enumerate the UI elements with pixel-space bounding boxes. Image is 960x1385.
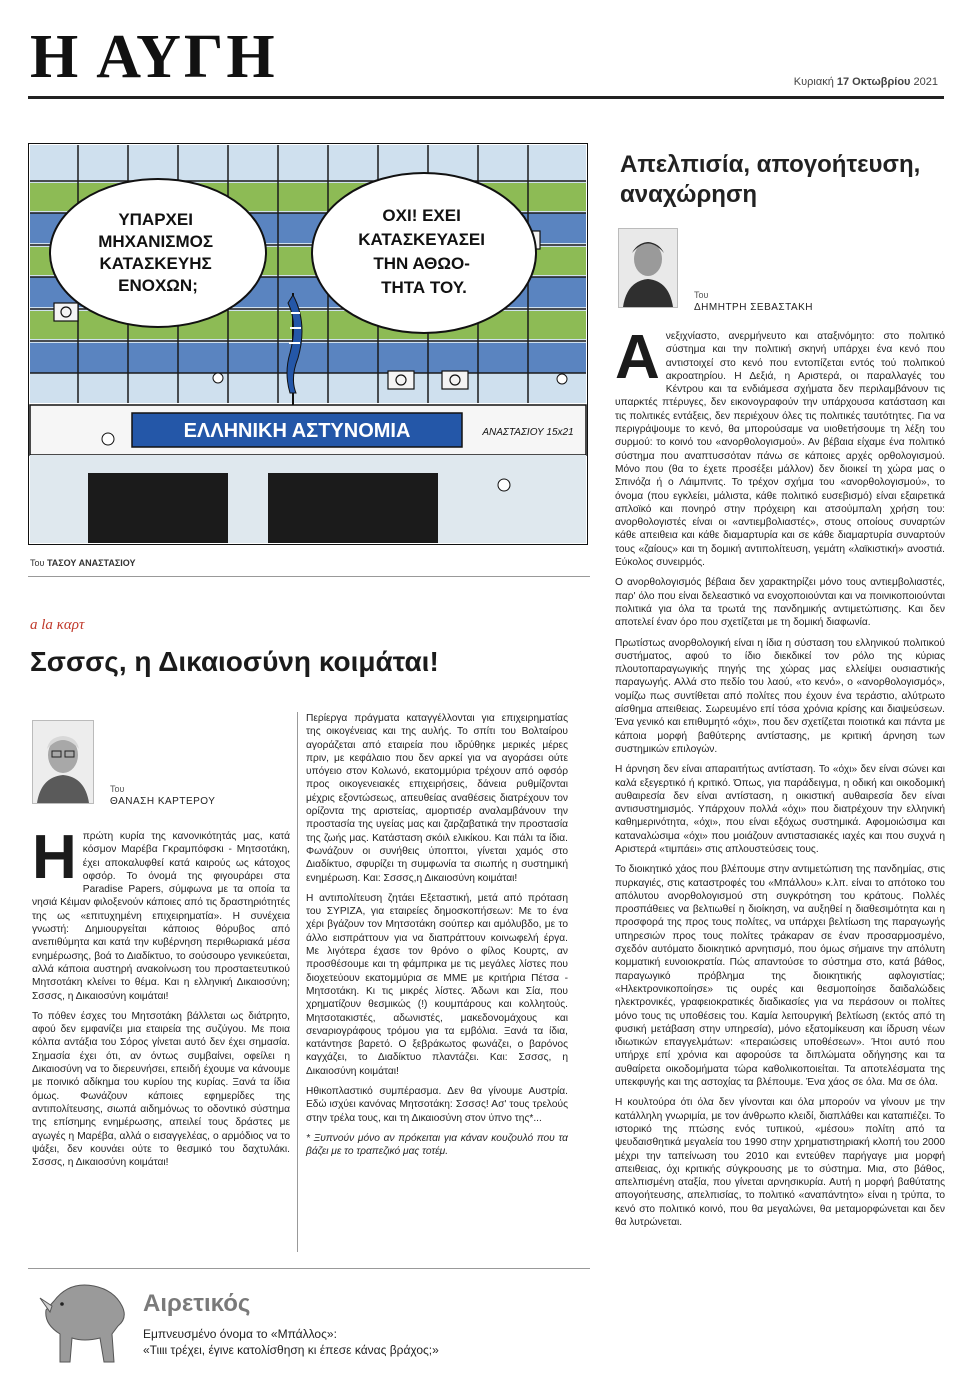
paragraph: Το διοικητικό χάος που βλέπουμε στην αντιμετώπιση της πανδημίας, στις πυρκαγιές, στις καταστροφές του «Μπάλλου» κ.λπ. είναι το απότοκο του απόλυτου ανορθολογισμού στη συγκρότηση του κράτους. Πολλές προσπάθειες να βελτιωθεί η διοίκηση, να αυξηθεί η διαθεσιμότητα και η προσφορά της προς τους πολίτες, να υπάρχει βελτίωση της παραγωγής υπηρεσιών προς τους πολίτες τράκαραν σε έναν προσαρμοσμένο, σχεδόν αυτόματο διοικητικό αρνητισμό, που όμως σήμαινε την απόλυτη κομματική ευνοιοκρατία. Πώς απαντούσε το σύστημα στο, κατά βάθος, παραγωγικό πρόβλημα της διοικητικής αφλογιστίας; «Ηλεκτρονικοποίησε» τις ουρές και θεσμοποίησε δαιδαλώδεις ηλεκτρονικές, γραφειοκρατικές διαδικασίες για να περάσουν οι πολίτες μόνο τους τις υποθέσεις του. Καμία λειτουργική βελτίωση (εκτός από τη φυσική μετάβαση στην υπηρεσία), μόνο εξατομίκευση και ίδρυση νέων ιδιωτικών επαγγελμάτων: «περαιώσεις υποθέσεων». Ήτοι αυτό που υπήρχε επί χρόνια και αφορούσε τα διπλώματα οδήγησης και τα αυθαίρετα οικοδομήματα τώρα καθολικοποιείται. Τα αποτελέσματα της υπεκφυγής και της αστοχίας τα βλέπουμε. Ένα χάος σε όλα. Μα σε όλα.: [615, 864, 945, 1089]
bubble-left-line: ΕΝΟΧΩΝ;: [118, 276, 198, 295]
credit-prefix: Του: [30, 558, 45, 568]
paragraph: νεξιχνίαστο, ανερμήνευτο και αταξινόμητο: στο πολιτικό σύστημα και την πολιτική σκηνή υπάρχει ένα κενό που αντιστοιχεί στο κενό που εντοπίζεται εντός τού πολιτικού ακροατηρίου. Η Δεξιά, η Αριστερά, οι παραλλαγές του Κέντρου και τα ενδιάμεσα σχήματα δεν περιλαμβάνουν τις υπαρκτές πτέρυγες, δεν εικονογραφούν την υπάρχουσα κατάσταση και τις πολιτικές εντάξεις, δεν περιέχουν όλες τις πολιτικές ταυτότητες. Για να περιγράψουμε το κενό, θα μπορούσαμε να υιοθετήσουμε τη λέξη του συρμού: το κοινό του «ανορθολογισμού». Αν βέβαια είχαμε ένα πολιτικό σύστημα που αναπτυσσόταν πάνω σε κάποιες αρχές ορθολογισμού. Μόνο που (θα το έχετε προσέξει μάλλον) δεν διοικεί τη χώρα μας ο Σπινόζα ή ο Λάιμπνιτς. Το τρέχον σχήμα του «ανορθολογισμού», το όνομα (που εγκλείει, μάλιστα, κάθε πολιτικό ευσεβισμό) είναι εξαιρετικά απλοϊκό και πονηρό στην πρόχειρη και ατσούμπαλη χρήση του: ανορθολογιστές είναι οι «αντιεμβολιαστές», στους οποίους συναρτών κάθε απειθεια και κάθε διαμαρτυρία και σε κάθε διαμαρτυρία συναρτούν τους «ζαίους» και τη δομική αντιπολίτευση, γεμάτη «λαϊκιστική» ανοστιά. Εύκολος συνειρμός.: [615, 331, 945, 569]
editorial-cartoon: [28, 143, 588, 545]
aireticos-text: [143, 1326, 603, 1358]
author-photo-sevastakis: [618, 228, 678, 308]
masthead-title: Η ΑΥΓΗ: [30, 23, 278, 91]
bubble-right-line: ΚΑΤΑΣΚΕΥΑΣΕΙ: [358, 230, 485, 249]
police-sign: ΕΛΛΗΝΙΚΗ ΑΣΤΥΝΟΜΙΑ: [183, 420, 411, 442]
paragraph: Πρωτίστως ανορθολογική είναι η ίδια η σύσταση του ελληνικού πολιτικού συστήματος, αφού το ίδιο διεκδικεί τον ρόλο της κύριας πλουτοπαραγωγικής πηγής της χώρας μας ελλείψει ουσιαστικής παραγωγής. Αλλά στο πεδίο του λαού, «το κενό», ο «ανορθολογισμός», νομίζω πως συντίθεται από πολίτες που έχουν ένα τεράστιο, αλύτρωτο αίσθημα απειθειας. Σωρευμένο επί τόσα χρόνια κρίσης και διαψεύσεων. Ένα γενικό και επιθυμητό «όχι», που δεν σχετίζεται ποιοτικά και πάντα με κάποια μορφή βαθύτερης αντίστασης, με κριτική άρνηση των συστημικών επιλογών.: [615, 637, 945, 755]
right-article-body: [615, 323, 945, 1236]
column-divider: [297, 712, 298, 1252]
bubble-right-line: ΤΗΝ ΑΘΩΟ-: [373, 254, 470, 273]
author-photo-karterou: [32, 720, 94, 804]
divider: [28, 1268, 590, 1269]
byline-prefix: Του: [110, 784, 125, 794]
cartoon-credit: [30, 558, 136, 568]
date-weekday: Κυριακή: [793, 76, 834, 88]
left-article-author: ΘΑΝΑΣΗ ΚΑΡΤΕΡΟΥ: [110, 796, 216, 807]
bubble-right-line: ΤΗΤΑ ΤΟΥ.: [381, 278, 467, 297]
paragraph: Περίεργα πράγματα καταγγέλλονται για επιχειρηματίας της οικογένειας και της αυλής. Το σπίτι του Βολταίρου αγοράζεται από εταιρεία που ιδρύθηκε μερικές μέρες πριν, με κεφάλαιο που δεν αρκεί για να αγοράσει ούτε υπόγειο στον Κολωνό, εκατομμύρια τρέχουν από οφσόρ προς οικογενειακές επιχειρήσεις, δάνεια ρυθμίζονται μέχρις εξοντώσεως, απευθείας αναθέσεις διατρέχουν τον ορίζοντα της αριστείας, αμορτισέρ αναλαμβάνουν την προστασία της υγείας μας και ζαρζαβατικά την προστασία της ζωής μας. Κατάσταση σκόιλ ελικίκου. Και πάλι τα ίδια. Φωνάζουν οι συνήθεις ύποπτοι, γίνεται χαμός στο Διαδίκτυο, σφυρίζει τη συμφωνία τα σιωπής η συστημική ενημέρωση. Και: Σσσσς,η Δικαιοσύνη κοιμάται!: [306, 713, 568, 884]
paragraph: Το πόθεν έσχες του Μητσοτάκη βάλλεται ως διάτρητο, αφού δεν εμφανίζει μια εταιρεία της συζύγου. Με ποια κόλπα αντάξια του Σόρος γίνεται αυτό δεν έχει σημασία. Σημασία έχει ότι, αν όντως συμβαίνει, οφείλει η Δικαιοσύνη να το διερευνήσει, επειδή έχουμε να κάνουμε με ποινικό αδίκημα του κυρίου της κυρίας. Ξανά τα ίδια όμως. Φωνάζουν κάποιες εφημερίδες της αντιπολίτευσης, σιωπά αιδημόνως το οδοντικό σύστημα της επίσημης ενημέρωσης, απειλεί τους δράστες με αγωγές η Μαρέβα, αλλά ο εισαγγελέας, ο αρμόδιος να το ψάξει, δεν κουνάει ούτε το θεσμικό του δαχτυλάκι. Σσσσς, η Δικαιοσύνη κοιμάται!: [32, 1010, 290, 1169]
left-article-col1: [32, 823, 290, 1176]
paragraph: Η αντιπολίτευση ζητάει Εξεταστική, μετά από πρόταση του ΣΥΡΙΖΑ, για εταιρείες δημοσκοπήσεων: Με το ένα χέρι βγάζουν τον Μητσοτάκη σούπερ και αμόλυβδο, με το άλλο εισπράττουν για να διαπράττουν κοινωφελή έργα. Με λιγότερα έχασε τον θρόνο ο φίλος Κουρτς, αν προσθέσουμε και τη φάμπρικα με τις μεγάλες λίστες που διοχετεύουν εκατομμύρια σε ΜΜΕ με κριτήρια Πέτσα - Μητσοτάκη. Κι τις μικρές λίστες. Άδωνι και Σία, που χρηματίζουν θεσμικώς (!) κουμπάρους και κολλητούς. Μητσοτακιστές, αδωνιστές, μακεδονομάχους και σεναριογράφους τρόμου για τα εμβόλια. Ξανά τα ίδια, κατάντησε βαρετό. Ο ξεβράκωτος φωνάζει, ο βαρόνος καγχάζει, το Διαδίκτυο πλαντάζει. Και: Σσσσς, η Δικαιοσύνη κοιμάται!: [306, 892, 568, 1077]
column-kicker: a la καρτ: [30, 617, 85, 633]
issue-date: [794, 76, 938, 88]
avatar: [33, 721, 93, 803]
bubble-right-line: ΟΧΙ! ΕΧΕΙ: [382, 206, 461, 225]
speech-bubble-right: [312, 173, 536, 333]
divider: [28, 576, 590, 577]
byline-prefix: Του: [694, 290, 709, 300]
paragraph: Ηθικοπλαστικό συμπέρασμα. Δεν θα γίνουμε Αυστρία. Εδώ ισχύει κανόνας Μητσοτάκη: Σσσσς! Ασ' τους τρελούς στην τρέλα τους, και τη Δικαιοσύνη στον ύπνο της*...: [306, 1086, 568, 1124]
bubble-left-line: ΚΑΤΑΣΚΕΥΗΣ: [99, 254, 212, 273]
paragraph: Ο ανορθολογισμός βέβαια δεν χαρακτηρίζει μόνο τους αντιεμβολιαστές, παρ' όλο που είναι δελεαστικό να ενοχοποιούνται και να ποινικοποιούνται πολιτικά για όλα τα τρωτά της πανδημικής αντιμετώπισης. Και δεν αποτελεί έναν όρο που σχετίζεται με τη δομική διαφωνία.: [615, 577, 945, 629]
cartoon-signature: ΑΝΑΣΤΑΣΙΟΥ 15x21: [482, 427, 574, 438]
dropcap: Η: [32, 823, 77, 892]
aireticos-line: Εμπνευσμένο όνομα το «Μπάλλος»:: [143, 1327, 337, 1341]
date-day-month: 17 Οκτωβρίου: [836, 76, 911, 88]
dropcap: Α: [615, 323, 660, 392]
right-article-author: ΔΗΜΗΤΡΗ ΣΕΒΑΣΤΑΚΗ: [694, 302, 814, 313]
masthead-rule: [28, 96, 944, 99]
aireticos-line: «Τιιιι τρέχει, έγινε κατολίσθηση κι έπεσε κάνας βράχος;»: [143, 1343, 439, 1357]
speech-bubble-left: [50, 179, 266, 327]
paragraph: Η κουλτούρα ότι όλα δεν γίνονται και όλα μπορούν να γίνουν με την κατάλληλη γνωριμία, με τον άνθρωπο κλειδί, διαπλάθει και καταπιέζει. Το ιστορικό της πτώσης ενός τυπικού, «μέσου» πολίτη από τα ψευδαισθητικά μεγαλεία του 1990 στην χρηματιστηριακή κλοπή του 2000 μέχρι την ταπείνωση του 2010 και εντεύθεν παρήγαγε μια μορφή απειθειας, όχι κριτικής σύγκρουσης με το σύστημα. Μια, στο βάθος, απελπισμένη αταξία, που γίνεται αρνησικυρία. Αυτή η μορφή βαθύτατης απογοήτευσης, απελπισίας, το πολιτικό «αναπάντητο» είναι η τρύπα, το κενό στο πολιτικό κοινό, που θα μεγαλώνει, θα μεταμορφώνεται και δεν θα λυτρώνεται.: [615, 1097, 945, 1228]
right-article-title: [620, 150, 940, 210]
title-line: αναχώρηση: [620, 181, 758, 208]
bubble-left-line: ΥΠΑΡΧΕΙ: [118, 210, 193, 229]
credit-name: ΤΑΣΟΥ ΑΝΑΣΤΑΣΙΟΥ: [46, 558, 136, 568]
date-year: 2021: [913, 76, 938, 88]
footnote: * Ξυπνούν μόνο αν πρόκειται για κάναν κουζουλό που τα βάζει με το τραπεζικό μας τοτέμ.: [306, 1132, 568, 1158]
left-article-col2: [306, 712, 568, 1166]
paragraph: Η άρνηση δεν είναι απαραιτήτως αντίσταση. Το «όχι» δεν είναι σώνει και καλά εξεγερτικό ή κριτικό. Όπως, για παράδειγμα, η οδική και οικοδομική αυθαιρεσία δεν είναι αντίσταση, η οικιστική αυθαιρεσία δεν είναι αντισυστημισμός. Υπάρχουν πολλά «όχι» που διατρέχουν την ελληνική καθημερινότητα, «όχι», που είναι εξόχως συστημικά. Αφομοιώσιμα και καταναλώσιμα «όχι» που μοιάζουν αντιστασιακές ιαχές και που συχνά η Αριστερά «τιμπάει» στις απλουστεύσεις τους.: [615, 764, 945, 855]
bubble-left-line: ΜΗΧΑΝΙΣΜΟΣ: [98, 232, 214, 251]
avatar: [619, 229, 677, 307]
paragraph: πρώτη κυρία της κανονικότητάς μας, κατά κόσμον Μαρέβα Γκραμπόφσκι - Μητσοτάκη, έχει αποκαλυφθεί κατά καιρούς ως κάτοχος οφσόρ. Το όνομά της φιγουράρει στα Paradise Papers, σύμφωνα με τα οποία τα νησιά Κέιμαν φιλοξενούν κάποιες από τις δραστηριότητές της ως «επιτυχημένη επιχειρηματία». Η συνέχεια γνωστή: Δημιουργείται κάποιος θόρυβος από ανεπιθύμητα και κατά την κυβέρνηση περιθωριακά μέσα ενημέρωσης, βοά το Διαδίκτυο, το σούσουρο γενικεύεται, αλλά κάποια αυστηρή ανακοίνωση του προσταετευτικού Μητσοτάκη κλείνει το θέμα. Και η ελληνική Δικαιοσύνη; Σσσσς, η Δικαιοσύνη κοιμάται!: [32, 831, 290, 1002]
left-article-title: Σσσσς, η Δικαιοσύνη κοιμάται!: [30, 646, 439, 677]
title-line: Απελπισία, απογοήτευση,: [620, 151, 921, 178]
rhino-icon: [34, 1276, 134, 1366]
aireticos-title: Αιρετικός: [143, 1290, 251, 1317]
